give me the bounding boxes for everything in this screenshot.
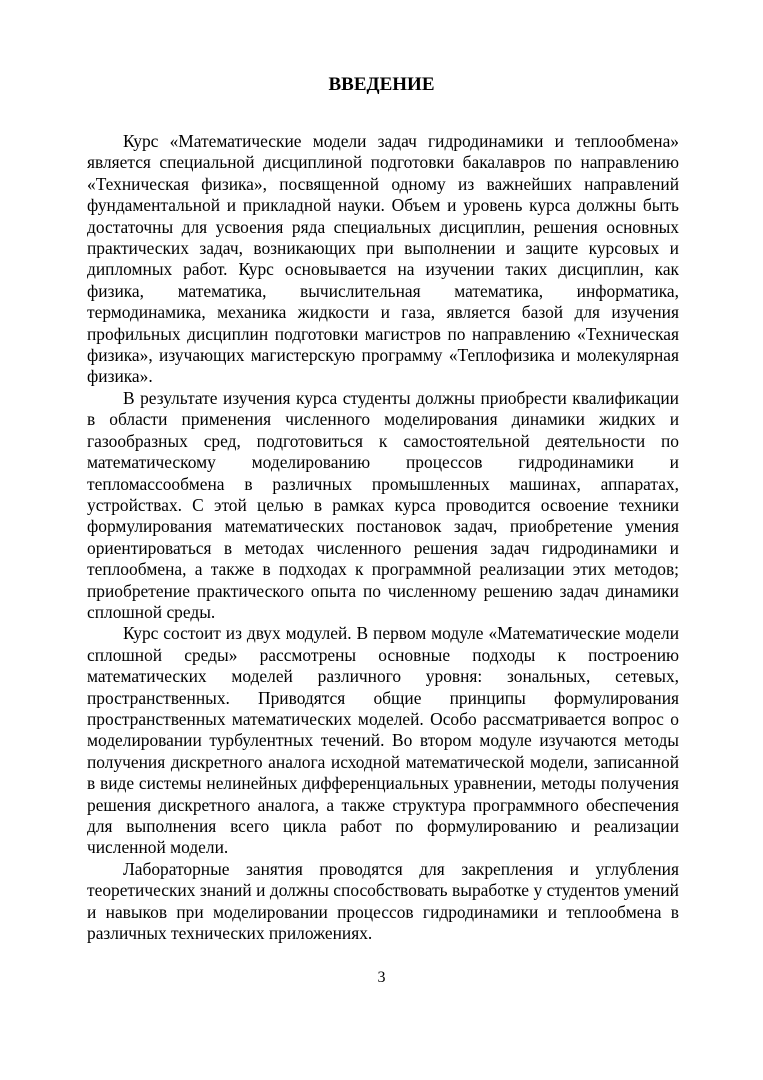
body-text: [87, 131, 679, 944]
paragraph-1: Курс «Математические модели задач гидродинамики и теплообмена» является специальной дисциплиной подготовки бакалавров по направлению «Техническая физика», посвященной одному из важнейших направлений фундаментальной и прикладной науки. Объем и уровень курса должны быть достаточны для усвоения ряда специальных дисциплин, решения основных практических задач, возникающих при выполнении и защите курсовых и дипломных работ. Курс основывается на изучении таких дисциплин, как физика, математика, вычислительная математика, информатика, термодинамика, механика жидкости и газа, является базой для изучения профильных дисциплин подготовки магистров по направлению «Техническая физика», изучающих магистерскую программу «Теплофизика и молекулярная физика».: [87, 131, 679, 387]
paragraph-4: Лабораторные занятия проводятся для закрепления и углубления теоретических знаний и должны способствовать выработке у студентов умений и навыков при моделировании процессов гидродинамики и теплообмена в различных технических приложениях.: [87, 858, 679, 944]
page-title: ВВЕДЕНИЕ: [328, 74, 435, 95]
page-number: 3: [377, 969, 386, 986]
paragraph-2: В результате изучения курса студенты должны приобрести квалификации в области применения численного моделирования динамики жидких и газообразных сред, подготовиться к самостоятельной деятельности по математическому моделированию процессов гидродинамики и тепломассообмена в различных промышленных машинах, аппаратах, устройствах. С этой целью в рамках курса проводится освоение техники формулирования математических постановок задач, приобретение умения ориентироваться в методах численного решения задач гидродинамики и теплообмена, а также в подходах к программной реализации этих методов; приобретение практического опыта по численному решению задач динамики сплошной среды.: [87, 387, 679, 622]
paragraph-3: Курс состоит из двух модулей. В первом модуле «Математические модели сплошной среды» рассмотрены основные подходы к построению математических моделей различного уровня: зональных, сетевых, пространственных. Приводятся общие принципы формулирования пространственных математических моделей. Особо рассматривается вопрос о моделировании турбулентных течений. Во втором модуле изучаются методы получения дискретного аналога исходной математической модели, записанной в виде системы нелинейных дифференциальных уравнении, методы получения решения дискретного аналога, а также структура программного обеспечения для выполнения всего цикла работ по формулированию и реализации численной модели.: [87, 623, 679, 858]
